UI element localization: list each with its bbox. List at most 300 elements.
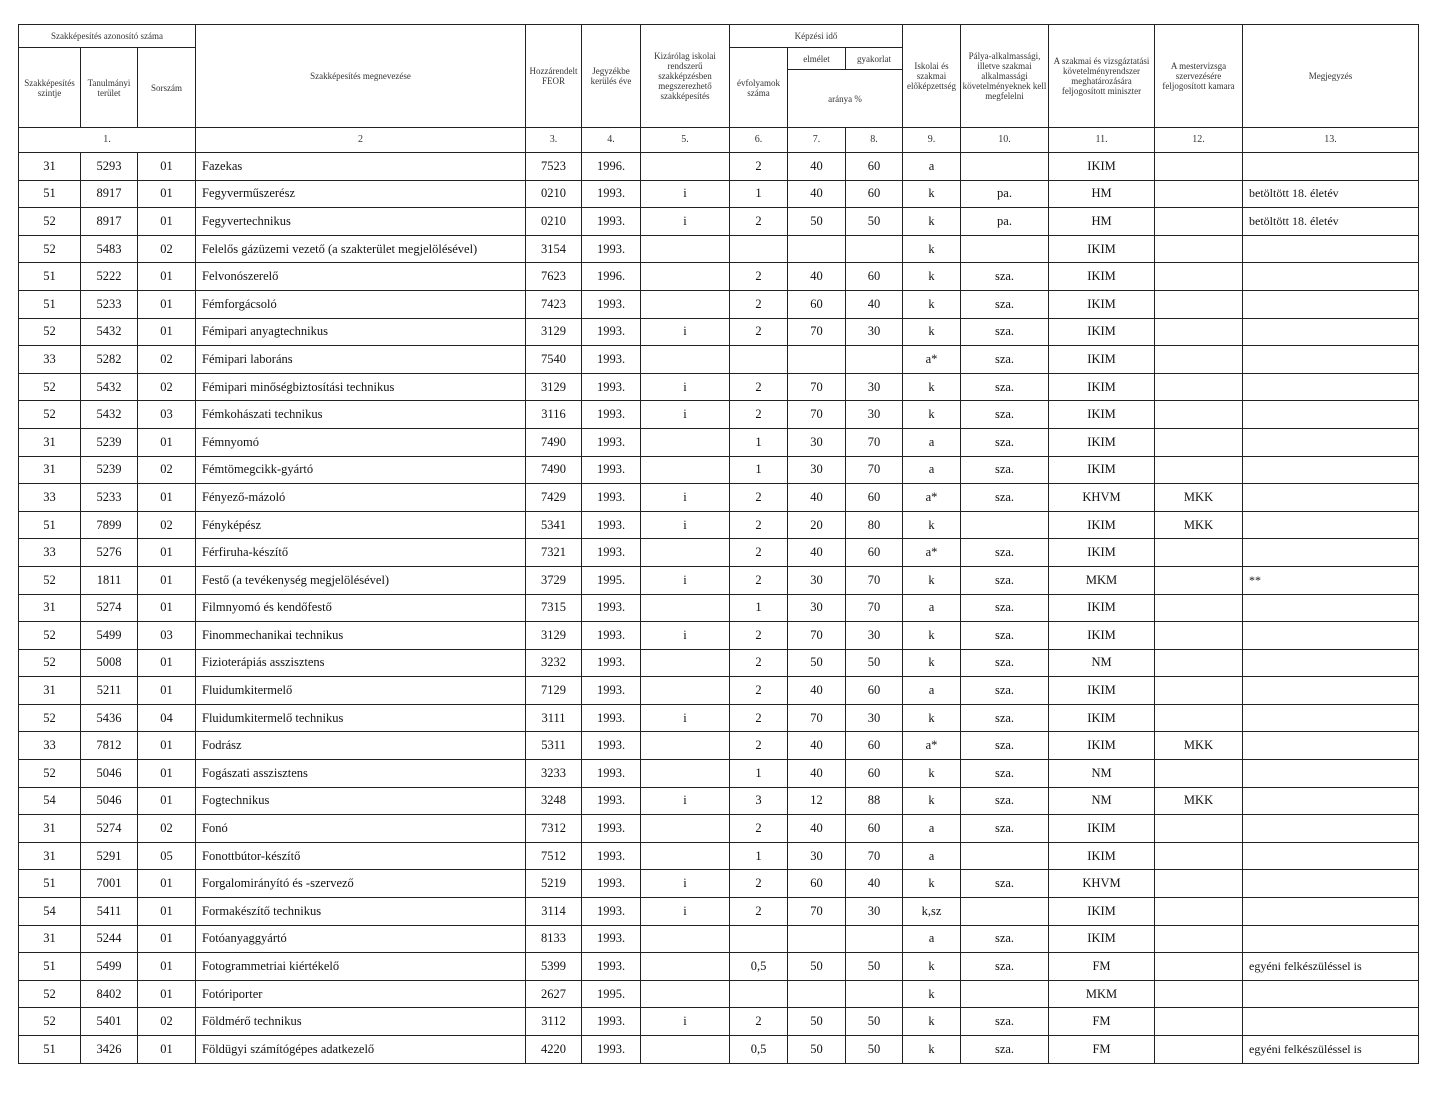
cell-remarks (1243, 153, 1419, 181)
cell-feor: 3129 (526, 318, 582, 346)
cell-prior-edu: k (903, 208, 961, 236)
cell-feor: 7540 (526, 346, 582, 374)
cell-practice: 40 (846, 870, 903, 898)
cell-remarks (1243, 263, 1419, 291)
cell-remarks (1243, 704, 1419, 732)
cell-level: 54 (19, 787, 81, 815)
cell-feor: 7429 (526, 484, 582, 512)
cell-years-count: 0,5 (730, 953, 788, 981)
cell-practice: 30 (846, 318, 903, 346)
cell-area: 5233 (81, 484, 138, 512)
cell-years-count: 2 (730, 649, 788, 677)
cell-year: 1993. (582, 208, 641, 236)
cell-aptitude: sza. (961, 373, 1049, 401)
cell-area: 5274 (81, 815, 138, 843)
cell-aptitude: sza. (961, 925, 1049, 953)
cell-aptitude (961, 235, 1049, 263)
cell-theory: 40 (788, 760, 846, 788)
cell-chamber: MKK (1155, 787, 1243, 815)
cell-chamber (1155, 539, 1243, 567)
cell-minister: IKIM (1049, 925, 1155, 953)
cell-theory: 40 (788, 815, 846, 843)
cell-minister: IKIM (1049, 842, 1155, 870)
cell-chamber (1155, 870, 1243, 898)
cell-feor: 7312 (526, 815, 582, 843)
cell-area: 5293 (81, 153, 138, 181)
cell-chamber (1155, 180, 1243, 208)
cell-practice: 60 (846, 760, 903, 788)
cell-area: 5432 (81, 401, 138, 429)
cell-area: 5282 (81, 346, 138, 374)
cell-prior-edu: a (903, 428, 961, 456)
cell-practice: 30 (846, 622, 903, 650)
cell-remarks (1243, 539, 1419, 567)
table-row (19, 649, 1419, 677)
cell-exclusive (641, 456, 730, 484)
cell-minister: IKIM (1049, 622, 1155, 650)
cell-practice (846, 235, 903, 263)
cell-name: Fényező-mázoló (196, 484, 526, 512)
cell-serial: 01 (138, 594, 196, 622)
cell-year: 1993. (582, 428, 641, 456)
cell-level: 31 (19, 815, 81, 843)
cell-years-count: 2 (730, 815, 788, 843)
cell-feor: 3116 (526, 401, 582, 429)
table-row (19, 953, 1419, 981)
cell-year: 1993. (582, 235, 641, 263)
cell-minister: NM (1049, 649, 1155, 677)
cell-minister: IKIM (1049, 456, 1155, 484)
cell-chamber: MKK (1155, 732, 1243, 760)
cell-chamber (1155, 263, 1243, 291)
cell-years-count: 2 (730, 732, 788, 760)
cell-practice: 60 (846, 484, 903, 512)
cell-minister: IKIM (1049, 677, 1155, 705)
cell-area: 1811 (81, 566, 138, 594)
cell-remarks (1243, 456, 1419, 484)
cell-theory: 50 (788, 649, 846, 677)
cell-chamber (1155, 760, 1243, 788)
cell-feor: 7129 (526, 677, 582, 705)
cell-area: 5276 (81, 539, 138, 567)
cell-aptitude: sza. (961, 815, 1049, 843)
cell-year: 1993. (582, 925, 641, 953)
cell-name: Fonottbútor-készítő (196, 842, 526, 870)
cell-theory: 30 (788, 594, 846, 622)
cell-name: Festő (a tevékenység megjelölésével) (196, 566, 526, 594)
cell-minister: IKIM (1049, 235, 1155, 263)
cell-level: 51 (19, 870, 81, 898)
cell-exclusive (641, 235, 730, 263)
cell-aptitude: sza. (961, 622, 1049, 650)
cell-level: 52 (19, 622, 81, 650)
cell-practice: 60 (846, 677, 903, 705)
cell-feor: 3114 (526, 898, 582, 926)
cell-theory: 40 (788, 263, 846, 291)
cell-prior-edu: k (903, 1008, 961, 1036)
cell-prior-edu: k (903, 263, 961, 291)
cell-area: 5046 (81, 760, 138, 788)
cell-level: 33 (19, 732, 81, 760)
cell-area: 5432 (81, 373, 138, 401)
cell-feor: 3129 (526, 373, 582, 401)
cell-minister: HM (1049, 208, 1155, 236)
cell-chamber (1155, 401, 1243, 429)
cell-prior-edu: a (903, 456, 961, 484)
cell-area: 8917 (81, 208, 138, 236)
table-row (19, 263, 1419, 291)
cell-exclusive (641, 1036, 730, 1064)
cell-level: 31 (19, 842, 81, 870)
cell-years-count: 2 (730, 677, 788, 705)
cell-name: Fémkohászati technikus (196, 401, 526, 429)
table-row (19, 704, 1419, 732)
header-practice: gyakorlat (846, 48, 903, 70)
cell-name: Formakészítő technikus (196, 898, 526, 926)
cell-level: 52 (19, 208, 81, 236)
col-number: 2 (196, 128, 526, 153)
cell-prior-edu: k (903, 787, 961, 815)
cell-feor: 3233 (526, 760, 582, 788)
cell-level: 31 (19, 677, 81, 705)
cell-practice: 40 (846, 290, 903, 318)
cell-aptitude: sza. (961, 1008, 1049, 1036)
cell-aptitude: sza. (961, 484, 1049, 512)
cell-prior-edu: a (903, 815, 961, 843)
cell-name: Fazekas (196, 153, 526, 181)
cell-aptitude: sza. (961, 704, 1049, 732)
cell-name: Fluidumkitermelő technikus (196, 704, 526, 732)
cell-remarks: ** (1243, 566, 1419, 594)
cell-practice: 70 (846, 566, 903, 594)
cell-aptitude: pa. (961, 180, 1049, 208)
cell-theory: 40 (788, 153, 846, 181)
cell-theory: 40 (788, 732, 846, 760)
cell-remarks (1243, 925, 1419, 953)
cell-minister: MKM (1049, 980, 1155, 1008)
cell-years-count: 2 (730, 1008, 788, 1036)
cell-minister: FM (1049, 1036, 1155, 1064)
cell-theory: 70 (788, 318, 846, 346)
cell-theory (788, 980, 846, 1008)
cell-remarks (1243, 649, 1419, 677)
cell-prior-edu: a* (903, 346, 961, 374)
cell-remarks (1243, 318, 1419, 346)
cell-minister: IKIM (1049, 898, 1155, 926)
cell-area: 7899 (81, 511, 138, 539)
cell-area: 5291 (81, 842, 138, 870)
cell-level: 31 (19, 594, 81, 622)
cell-year: 1993. (582, 539, 641, 567)
cell-serial: 01 (138, 290, 196, 318)
cell-chamber (1155, 622, 1243, 650)
cell-practice: 30 (846, 401, 903, 429)
cell-feor: 3248 (526, 787, 582, 815)
cell-feor: 0210 (526, 180, 582, 208)
cell-remarks (1243, 373, 1419, 401)
cell-theory: 30 (788, 842, 846, 870)
cell-chamber (1155, 346, 1243, 374)
cell-exclusive (641, 428, 730, 456)
cell-theory: 20 (788, 511, 846, 539)
cell-aptitude (961, 511, 1049, 539)
cell-area: 5274 (81, 594, 138, 622)
cell-practice: 70 (846, 594, 903, 622)
cell-prior-edu: k (903, 704, 961, 732)
table-row (19, 318, 1419, 346)
cell-minister: IKIM (1049, 539, 1155, 567)
cell-exclusive (641, 953, 730, 981)
cell-serial: 01 (138, 732, 196, 760)
cell-year: 1993. (582, 290, 641, 318)
cell-aptitude: sza. (961, 346, 1049, 374)
cell-remarks: egyéni felkészüléssel is (1243, 1036, 1419, 1064)
cell-aptitude: sza. (961, 677, 1049, 705)
table-row (19, 153, 1419, 181)
cell-area: 8402 (81, 980, 138, 1008)
cell-remarks (1243, 484, 1419, 512)
cell-years-count (730, 235, 788, 263)
cell-remarks (1243, 1008, 1419, 1036)
cell-years-count: 0,5 (730, 1036, 788, 1064)
cell-name: Fotogrammetriai kiértékelő (196, 953, 526, 981)
cell-area: 7812 (81, 732, 138, 760)
cell-chamber (1155, 704, 1243, 732)
cell-theory: 70 (788, 898, 846, 926)
header-training-time: Képzési idő (730, 25, 903, 48)
cell-feor: 4220 (526, 1036, 582, 1064)
cell-chamber (1155, 208, 1243, 236)
cell-year: 1993. (582, 511, 641, 539)
cell-year: 1993. (582, 622, 641, 650)
cell-theory: 40 (788, 539, 846, 567)
cell-remarks (1243, 842, 1419, 870)
cell-chamber (1155, 953, 1243, 981)
cell-serial: 01 (138, 980, 196, 1008)
table-row (19, 980, 1419, 1008)
cell-name: Fémipari anyagtechnikus (196, 318, 526, 346)
cell-level: 51 (19, 1036, 81, 1064)
cell-minister: IKIM (1049, 704, 1155, 732)
cell-area: 3426 (81, 1036, 138, 1064)
cell-exclusive (641, 925, 730, 953)
cell-year: 1993. (582, 1008, 641, 1036)
cell-year: 1993. (582, 1036, 641, 1064)
cell-remarks: betöltött 18. életév (1243, 208, 1419, 236)
cell-serial: 01 (138, 953, 196, 981)
cell-level: 52 (19, 318, 81, 346)
cell-theory (788, 235, 846, 263)
cell-theory (788, 925, 846, 953)
cell-practice: 60 (846, 180, 903, 208)
table-row (19, 787, 1419, 815)
cell-level: 52 (19, 760, 81, 788)
cell-feor: 5219 (526, 870, 582, 898)
header-prior-edu: Iskolai és szakmai előképzettség (903, 25, 961, 128)
cell-aptitude: sza. (961, 456, 1049, 484)
cell-years-count: 2 (730, 373, 788, 401)
cell-exclusive (641, 263, 730, 291)
cell-remarks (1243, 428, 1419, 456)
cell-remarks: betöltött 18. életév (1243, 180, 1419, 208)
cell-year: 1993. (582, 456, 641, 484)
cell-exclusive: i (641, 373, 730, 401)
cell-chamber (1155, 677, 1243, 705)
cell-chamber (1155, 235, 1243, 263)
table-row (19, 456, 1419, 484)
cell-level: 51 (19, 511, 81, 539)
cell-year: 1993. (582, 760, 641, 788)
cell-exclusive (641, 677, 730, 705)
cell-years-count: 1 (730, 760, 788, 788)
cell-feor: 7315 (526, 594, 582, 622)
cell-area: 5222 (81, 263, 138, 291)
cell-feor: 7490 (526, 456, 582, 484)
col-number: 10. (961, 128, 1049, 153)
cell-exclusive (641, 290, 730, 318)
cell-level: 51 (19, 290, 81, 318)
cell-name: Fémtömegcikk-gyártó (196, 456, 526, 484)
table-row (19, 760, 1419, 788)
cell-serial: 01 (138, 539, 196, 567)
col-number: 5. (641, 128, 730, 153)
cell-year: 1993. (582, 898, 641, 926)
cell-name: Fémipari laboráns (196, 346, 526, 374)
cell-years-count: 1 (730, 456, 788, 484)
cell-practice: 60 (846, 153, 903, 181)
cell-level: 51 (19, 263, 81, 291)
cell-serial: 01 (138, 208, 196, 236)
cell-practice: 80 (846, 511, 903, 539)
cell-chamber (1155, 1036, 1243, 1064)
table-row (19, 180, 1419, 208)
table-row (19, 677, 1419, 705)
cell-chamber (1155, 898, 1243, 926)
cell-year: 1993. (582, 180, 641, 208)
cell-exclusive: i (641, 898, 730, 926)
cell-serial: 01 (138, 318, 196, 346)
cell-prior-edu: k,sz (903, 898, 961, 926)
cell-years-count (730, 925, 788, 953)
table-row (19, 898, 1419, 926)
cell-years-count: 2 (730, 870, 788, 898)
cell-aptitude: sza. (961, 870, 1049, 898)
cell-aptitude: sza. (961, 428, 1049, 456)
cell-level: 31 (19, 456, 81, 484)
header-feor: Hozzárendelt FEOR (526, 25, 582, 128)
cell-practice: 60 (846, 539, 903, 567)
cell-theory: 70 (788, 622, 846, 650)
cell-practice: 50 (846, 1036, 903, 1064)
table-row (19, 235, 1419, 263)
cell-aptitude (961, 980, 1049, 1008)
cell-minister: IKIM (1049, 153, 1155, 181)
cell-area: 5008 (81, 649, 138, 677)
cell-aptitude: sza. (961, 401, 1049, 429)
cell-year: 1993. (582, 401, 641, 429)
cell-minister: FM (1049, 953, 1155, 981)
table-row (19, 208, 1419, 236)
cell-year: 1993. (582, 870, 641, 898)
cell-minister: KHVM (1049, 870, 1155, 898)
cell-year: 1993. (582, 484, 641, 512)
cell-prior-edu: a* (903, 732, 961, 760)
cell-exclusive: i (641, 318, 730, 346)
cell-serial: 01 (138, 898, 196, 926)
cell-exclusive (641, 732, 730, 760)
cell-feor: 3129 (526, 622, 582, 650)
cell-theory: 40 (788, 677, 846, 705)
cell-area: 5436 (81, 704, 138, 732)
table-row (19, 346, 1419, 374)
cell-aptitude (961, 842, 1049, 870)
col-number: 7. (788, 128, 846, 153)
cell-chamber (1155, 428, 1243, 456)
cell-feor: 5399 (526, 953, 582, 981)
cell-remarks (1243, 346, 1419, 374)
cell-name: Fotóanyaggyártó (196, 925, 526, 953)
cell-practice: 60 (846, 732, 903, 760)
header-exclusive: Kizárólag iskolai rendszerű szakképzésben megszerezhető szakképesítés (641, 25, 730, 128)
header-theory: elmélet (788, 48, 846, 70)
cell-serial: 01 (138, 484, 196, 512)
cell-exclusive: i (641, 511, 730, 539)
cell-area: 5239 (81, 428, 138, 456)
table-row (19, 373, 1419, 401)
cell-years-count: 2 (730, 318, 788, 346)
cell-exclusive (641, 594, 730, 622)
table-row (19, 290, 1419, 318)
cell-years-count: 2 (730, 511, 788, 539)
cell-theory: 50 (788, 1008, 846, 1036)
cell-minister: NM (1049, 787, 1155, 815)
cell-minister: KHVM (1049, 484, 1155, 512)
cell-prior-edu: k (903, 649, 961, 677)
cell-area: 5499 (81, 953, 138, 981)
header-minister: A szakmai és vizsgáztatási követelményrendszer meghatározására feljogosított miniszter (1049, 25, 1155, 128)
cell-theory: 50 (788, 1036, 846, 1064)
cell-serial: 05 (138, 842, 196, 870)
cell-serial: 02 (138, 373, 196, 401)
cell-name: Fotóriporter (196, 980, 526, 1008)
table-row (19, 428, 1419, 456)
table-header (19, 25, 1419, 153)
cell-serial: 01 (138, 677, 196, 705)
cell-name: Fluidumkitermelő (196, 677, 526, 705)
cell-years-count: 2 (730, 290, 788, 318)
cell-year: 1996. (582, 263, 641, 291)
cell-serial: 02 (138, 815, 196, 843)
cell-chamber (1155, 925, 1243, 953)
cell-exclusive: i (641, 787, 730, 815)
cell-years-count (730, 346, 788, 374)
cell-theory: 40 (788, 180, 846, 208)
cell-theory: 30 (788, 456, 846, 484)
cell-theory: 40 (788, 484, 846, 512)
cell-minister: MKM (1049, 566, 1155, 594)
cell-theory: 30 (788, 428, 846, 456)
cell-remarks (1243, 511, 1419, 539)
cell-area: 5244 (81, 925, 138, 953)
cell-name: Fegyverműszerész (196, 180, 526, 208)
cell-feor: 3112 (526, 1008, 582, 1036)
cell-aptitude: sza. (961, 760, 1049, 788)
cell-minister: IKIM (1049, 263, 1155, 291)
cell-level: 52 (19, 401, 81, 429)
cell-theory: 12 (788, 787, 846, 815)
cell-name: Fémnyomó (196, 428, 526, 456)
table-row (19, 842, 1419, 870)
